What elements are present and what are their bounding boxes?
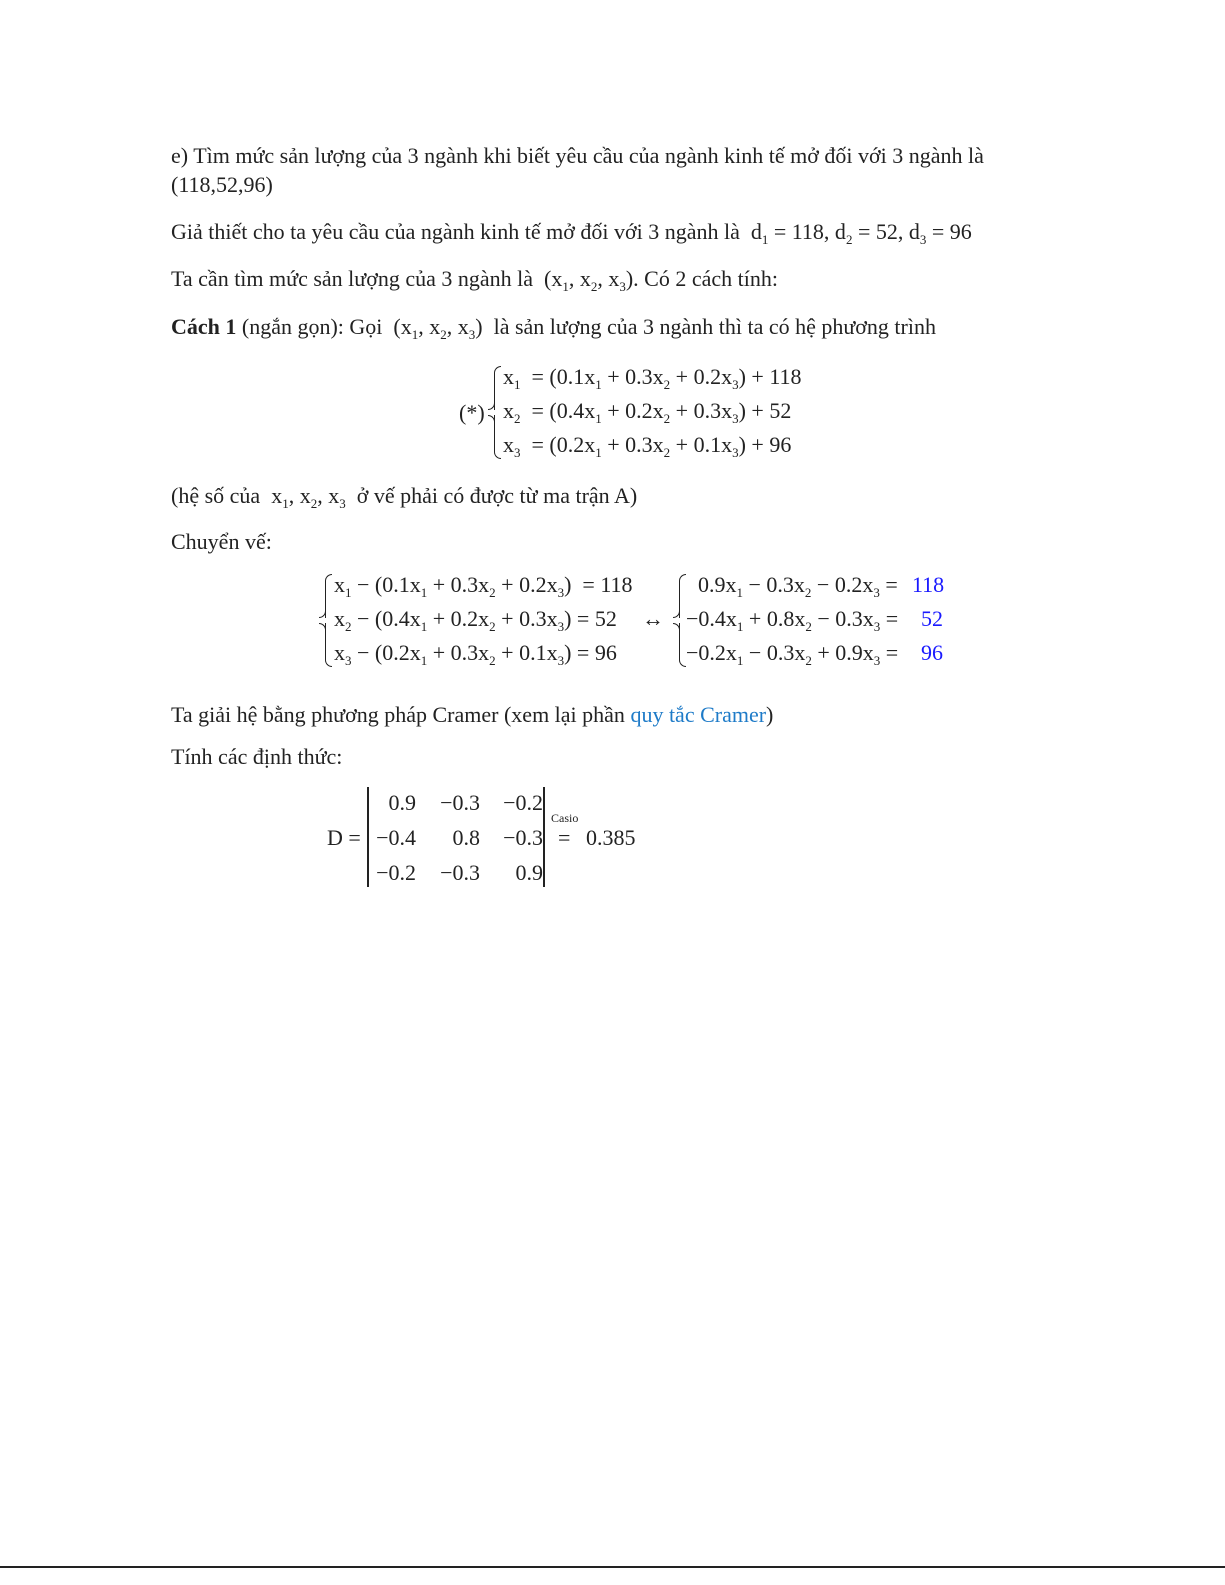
system2-left-rhs3: 96 xyxy=(594,640,617,665)
det-cell-1-2: −0.3 xyxy=(440,790,480,815)
cramer-text-a: Ta giải hệ bằng phương pháp Cramer (xem lại phần xyxy=(171,702,625,727)
coefficient-note xyxy=(171,483,638,511)
system1-rhs3: 96 xyxy=(769,432,792,457)
goal-text-b: . Có 2 cách tính: xyxy=(633,266,778,291)
determinant-right-bar xyxy=(543,787,545,887)
system1-eq1: $x_1 = (0.1x_1 + 0.3x_2 + 0.2x_3) + 118$ xyxy=(503,364,802,392)
system2-right-rhs2: 52 xyxy=(921,606,943,631)
cramer-rule-link[interactable]: quy tắc Cramer xyxy=(630,702,767,727)
method1-heading: Cách 1 xyxy=(171,314,237,339)
determinant-label: D = xyxy=(327,825,361,850)
system2-left-rhs2: 52 xyxy=(594,606,617,631)
unknowns-list: $x_1$, $x_2$, $x_3$ xyxy=(265,483,346,511)
problem-statement-line1: e) Tìm mức sản lượng của 3 ngành khi biết yêu cầu của ngành kinh tế mở đối với 3 ngành là xyxy=(171,143,984,168)
system2-right-eq1: $0.9x_1 - 0.3x_2 - 0.2x_3$ = xyxy=(698,572,898,600)
system1-eq2: $x_2 = (0.4x_1 + 0.2x_2 + 0.3x_3) + 52$ xyxy=(503,398,792,426)
cramer-line xyxy=(171,704,773,726)
system1-eq3: $x_3 = (0.2x_1 + 0.3x_2 + 0.1x_3) + 96$ xyxy=(503,432,792,460)
system2-left-eq2: $x_2 - (0.4x_1 + 0.2x_2 + 0.3x_3) = 52$ xyxy=(334,606,617,634)
system2-right-eq2: $-0.4x_1 + 0.8x_2 - 0.3x_3$ = xyxy=(686,606,899,634)
unknowns-formula-2: ($x_1$, $x_2$, $x_3$) xyxy=(387,314,489,342)
det-cell-1-1: 0.9 xyxy=(388,790,416,815)
system2-right-eq3: $-0.2x_1 - 0.3x_2 + 0.9x_3$ = xyxy=(686,640,899,668)
det-cell-2-2: 0.8 xyxy=(452,825,480,850)
determinant-equals: = xyxy=(558,825,571,850)
unknowns-formula: ($x_1$, $x_2$, $x_3$) xyxy=(538,266,634,294)
det-cell-2-3: −0.3 xyxy=(503,825,543,850)
system-label: (*) xyxy=(459,400,485,425)
system2-left-eq1: $x_1 - (0.1x_1 + 0.3x_2 + 0.2x_3) = 118$ xyxy=(334,572,633,600)
assumption-text: Giả thiết cho ta yêu cầu của ngành kinh tế mở đối với 3 ngành là xyxy=(171,219,740,244)
equivalence-arrow: ↔ xyxy=(642,606,664,631)
assumption-line xyxy=(171,219,972,247)
coefficient-note-a: (hệ số của xyxy=(171,483,261,508)
det-cell-3-2: −0.3 xyxy=(440,860,480,885)
determinants-heading: Tính các định thức: xyxy=(171,744,343,769)
system2-left-eq3: $x_3 - (0.2x_1 + 0.3x_2 + 0.1x_3) = 96$ xyxy=(334,640,617,668)
method1-text-a: (ngắn gọn): Gọi xyxy=(236,314,383,339)
determinant-result: 0.385 xyxy=(586,825,636,850)
det-cell-3-1: −0.2 xyxy=(376,860,416,885)
det-cell-3-3: 0.9 xyxy=(515,860,543,885)
casio-annotation: Casio xyxy=(551,811,579,825)
goal-line xyxy=(171,266,778,294)
rearrange-heading: Chuyển vế: xyxy=(171,529,272,554)
page-bottom-border xyxy=(0,1566,1225,1568)
cramer-text-b: ) xyxy=(766,702,774,727)
method1-text-b: là sản lượng của 3 ngành thì ta có hệ phương trình xyxy=(493,314,936,339)
system2-right-rhs3: 96 xyxy=(921,640,943,665)
problem-statement-line2: (118,52,96) xyxy=(171,172,273,197)
det-cell-2-1: −0.4 xyxy=(376,825,416,850)
goal-text-a: Ta cần tìm mức sản lượng của 3 ngành là xyxy=(171,266,534,291)
det-cell-1-3: −0.2 xyxy=(503,790,543,815)
system1-rhs2: 52 xyxy=(769,398,792,423)
method1-line xyxy=(171,314,936,342)
coefficient-note-b: ở vế phải có được từ ma trận A) xyxy=(356,483,638,508)
system2-left-rhs1: 118 xyxy=(600,572,633,597)
system2-right-rhs1: 118 xyxy=(912,572,945,597)
system1-rhs1: 118 xyxy=(769,364,802,389)
demand-formula: $d_1 = 118$, $d_2 = 52$, $d_3 = 96$ xyxy=(745,219,972,247)
